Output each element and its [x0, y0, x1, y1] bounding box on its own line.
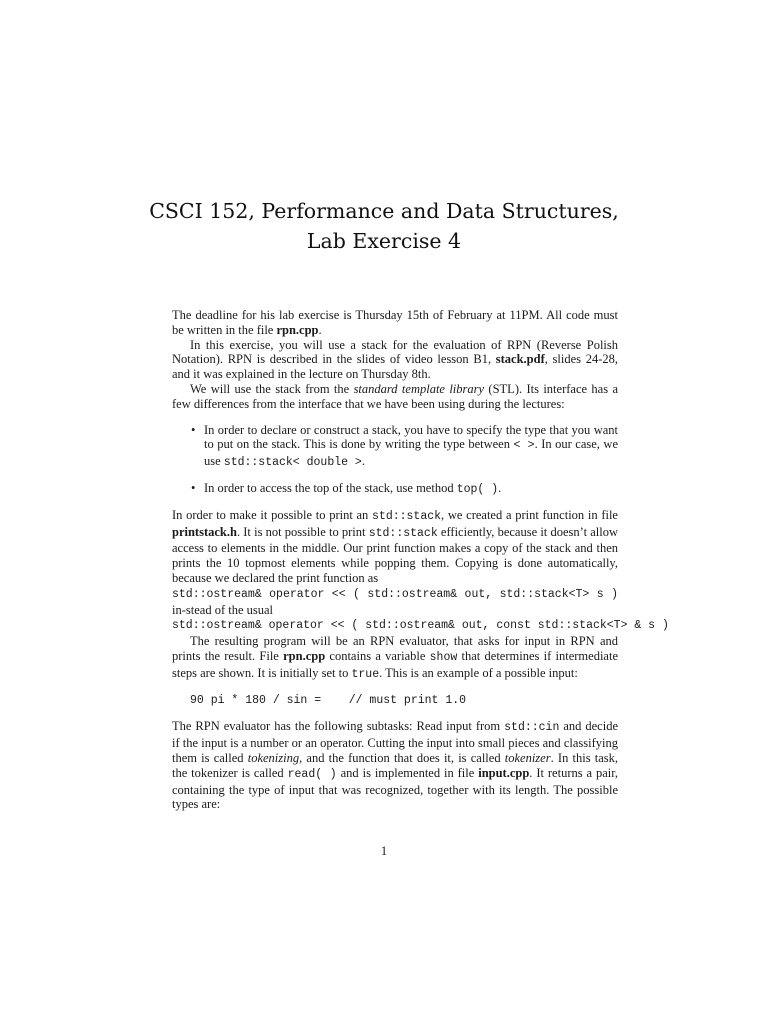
document-body [172, 308, 669, 812]
text: . In this task, the tokenizer is called [172, 750, 618, 780]
text: In order to access the top of the stack, use method [204, 480, 457, 495]
text: In order to declare or construct a stack, you have to specify the type that you want to put on the stack. This is done by writing the type between [204, 422, 618, 452]
filename: printstack.h [172, 524, 237, 539]
text: efficiently, because it doesn’t allow access to elements in the middle. Our print function makes a copy of the stack and then prints the 10 topmost elements while popping them. Copying is done automatically, because we declared the print function as [172, 524, 619, 585]
code: top( ) [456, 482, 499, 496]
text: . [318, 322, 322, 337]
filename: stack.pdf [495, 352, 545, 367]
bullet-item-declare [172, 423, 618, 471]
code-example: 90 pi * 180 / sin = // must print 1.0 [190, 693, 467, 707]
text: . [361, 454, 365, 469]
text: . In our case, we use [204, 437, 618, 469]
text: In order to make it possible to print an [172, 507, 373, 522]
code: std::cin [504, 721, 560, 735]
text: in-stead of the usual [172, 602, 274, 617]
text: . It returns a pair, containing the type of input that was recognized, together with its length. The possible types are: [172, 765, 619, 812]
emphasis: standard template library [353, 381, 485, 396]
code-signature: std::ostream& operator << ( std::ostream& out, std::stack<T> s ) [172, 587, 618, 601]
page-number: 1 [380, 844, 388, 858]
code: read( ) [287, 767, 337, 781]
text: , and the function that does it, is called [299, 750, 505, 765]
text: We will use the stack from the [190, 381, 354, 396]
text: and decide if the input is a number or an operator. Cutting the input into small pieces and classifying them is called [172, 719, 618, 765]
text: . It is not possible to print [236, 524, 369, 539]
text: . [498, 480, 502, 495]
filename: rpn.cpp [283, 648, 326, 663]
filename: input.cpp [478, 765, 530, 780]
emphasis: tokenizer [504, 750, 551, 765]
bullet-item-top [172, 481, 618, 498]
filename: rpn.cpp [276, 322, 319, 337]
paragraph-intro [172, 338, 618, 382]
bullet-icon: • [191, 422, 196, 437]
document-title [0, 196, 768, 256]
text: The resulting program will be an RPN evaluator, that asks for input in RPN and prints the result. File [172, 634, 618, 663]
paragraph-stl [172, 382, 618, 412]
bullet-icon: • [191, 480, 196, 495]
paragraph-deadline [172, 308, 618, 338]
paragraph-evaluator [172, 634, 618, 682]
text: The RPN evaluator has the following subtasks: Read input from [172, 719, 505, 734]
title-line-2: Lab Exercise 4 [306, 229, 462, 253]
bullet-list [172, 423, 618, 498]
text: , slides 24-28, and it was explained in the lecture on Thursday 8th. [172, 352, 618, 382]
code: std::stack< double > [223, 456, 362, 470]
emphasis: tokenizing [247, 750, 300, 765]
text: and is implemented in file [336, 765, 479, 780]
text: that determines if intermediate steps are shown. It is initially set to [172, 648, 618, 680]
paragraph-print [172, 507, 669, 634]
code-signature: std::ostream& operator << ( std::ostream& out, const std::stack<T> & s ) [172, 619, 669, 633]
code: true [351, 667, 380, 681]
text: , we created a print function in file [441, 507, 618, 522]
code: std::stack [372, 509, 442, 523]
code: std::stack [368, 526, 438, 540]
code: show [429, 650, 458, 664]
text: . This is an example of a possible input: [379, 665, 578, 680]
paragraph-subtasks [172, 719, 618, 812]
code: < > [513, 439, 535, 453]
text: (STL). Its interface has a few differences from the interface that we have been using during the lectures: [172, 381, 618, 411]
title-line-1: CSCI 152, Performance and Data Structures, [149, 199, 619, 223]
text: In this exercise, you will use a stack for the evaluation of RPN (Reverse Polish Notation). RPN is described in the slides of video lesson B1, [172, 337, 618, 367]
text: The deadline for his lab exercise is Thursday 15th of February at 11PM. All code must be written in the file [172, 308, 618, 337]
text: contains a variable [325, 648, 430, 663]
